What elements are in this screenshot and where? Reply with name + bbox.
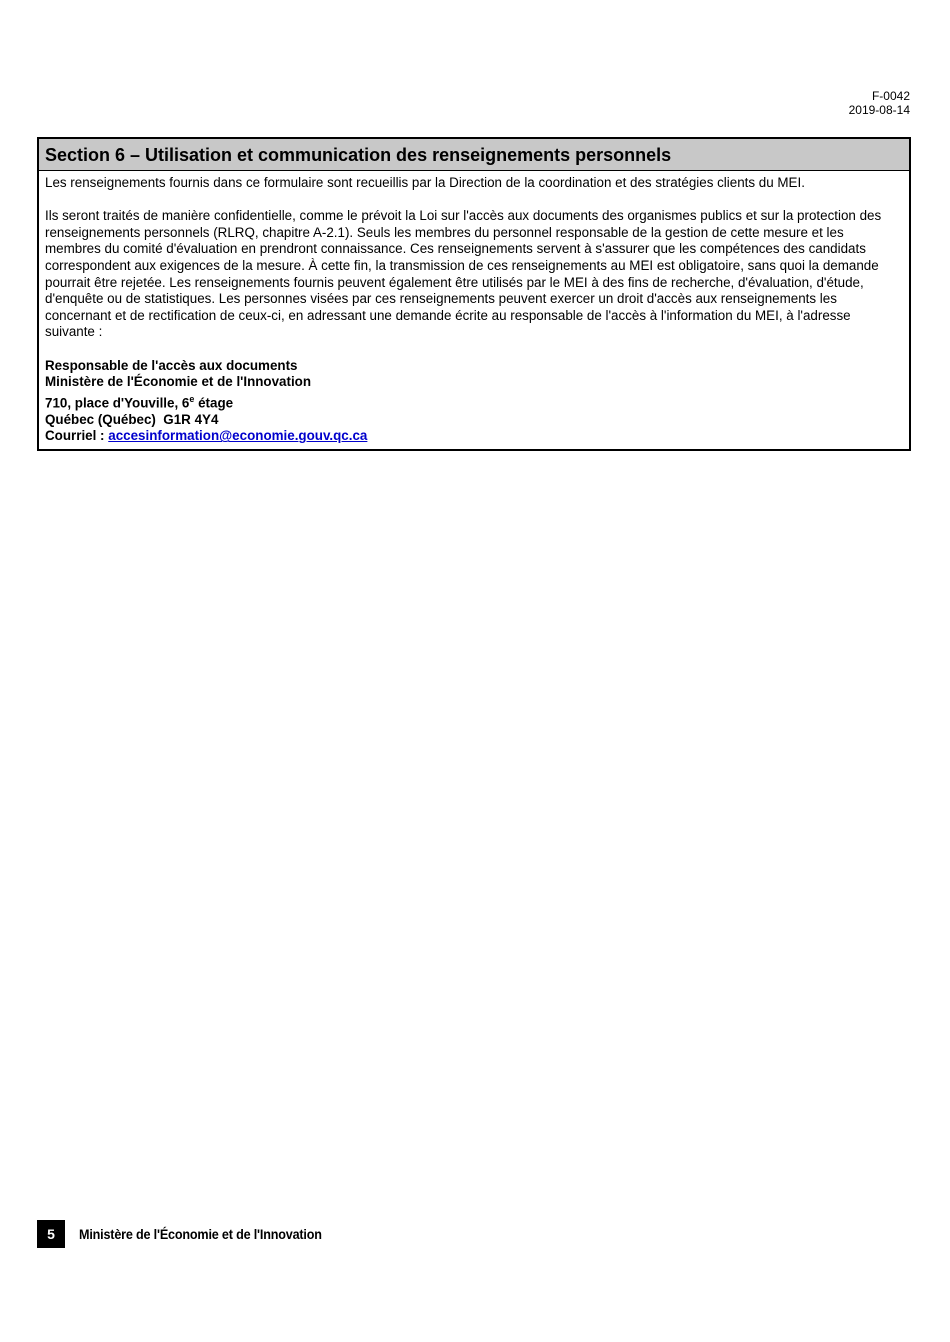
- address-recipient: Responsable de l'accès aux documents: [45, 357, 298, 373]
- form-code: F-0042: [871, 89, 910, 103]
- address-email-line: [45, 428, 903, 445]
- section-6-box: [37, 137, 911, 451]
- page-footer: [37, 1220, 349, 1248]
- paragraph-spacer: [45, 341, 903, 358]
- form-reference: [849, 89, 910, 117]
- collection-paragraph: Les renseignements fournis dans ce formulaire sont recueillis par la Direction de la coordination et des stratégies clients du MEI.: [45, 175, 805, 190]
- address-street-floor: étage: [194, 395, 234, 411]
- address-ministry: Ministère de l'Économie et de l'Innovation: [45, 374, 312, 390]
- section-6-title: Section 6 – Utilisation et communication des renseignements personnels: [39, 139, 909, 171]
- contact-address: [45, 358, 903, 445]
- address-street: [45, 391, 903, 412]
- address-ordinal-suffix: e: [189, 393, 195, 404]
- email-label: Courriel :: [45, 428, 109, 444]
- address-street-main: 710, place d'Youville, 6: [45, 395, 190, 411]
- paragraph-spacer: [45, 192, 903, 209]
- section-6-body: [39, 171, 909, 449]
- email-link[interactable]: accesinformation@economie.gouv.qc.ca: [108, 428, 368, 444]
- ministry-wordmark: Ministère de l'Économie et de l'Innovation: [79, 1226, 322, 1242]
- page-number: 5: [37, 1220, 65, 1248]
- confidentiality-paragraph: Ils seront traités de manière confidentielle, comme le prévoit la Loi sur l'accès aux documents des organismes publics et sur la protection des renseignements personnels (RLRQ, chapitre A-2.1). Seuls les membres du personnel responsable de la gestion de cette mesure et les membres du comité d'évaluation en prendront connaissance. Ces renseignements servent à s'assurer que les compétences des candidats correspondent aux exigences de la mesure. À cette fin, la transmission de ces renseignements au MEI est obligatoire, sans quoi la demande pourrait être rejetée. Les renseignements fournis peuvent également être utilisés par le MEI à des fins de recherche, d'évaluation, d'étude, d'enquête ou de statistiques. Les personnes visées par ces renseignements peuvent exercer un droit d'accès aux renseignements les concernant et de rectification de ceux-ci, en adressant une demande écrite au responsable de l'accès à l'information du MEI, à l'adresse suivante :: [45, 208, 882, 340]
- address-city: Québec (Québec) G1R 4Y4: [45, 411, 219, 427]
- form-date: 2019-08-14: [848, 103, 910, 117]
